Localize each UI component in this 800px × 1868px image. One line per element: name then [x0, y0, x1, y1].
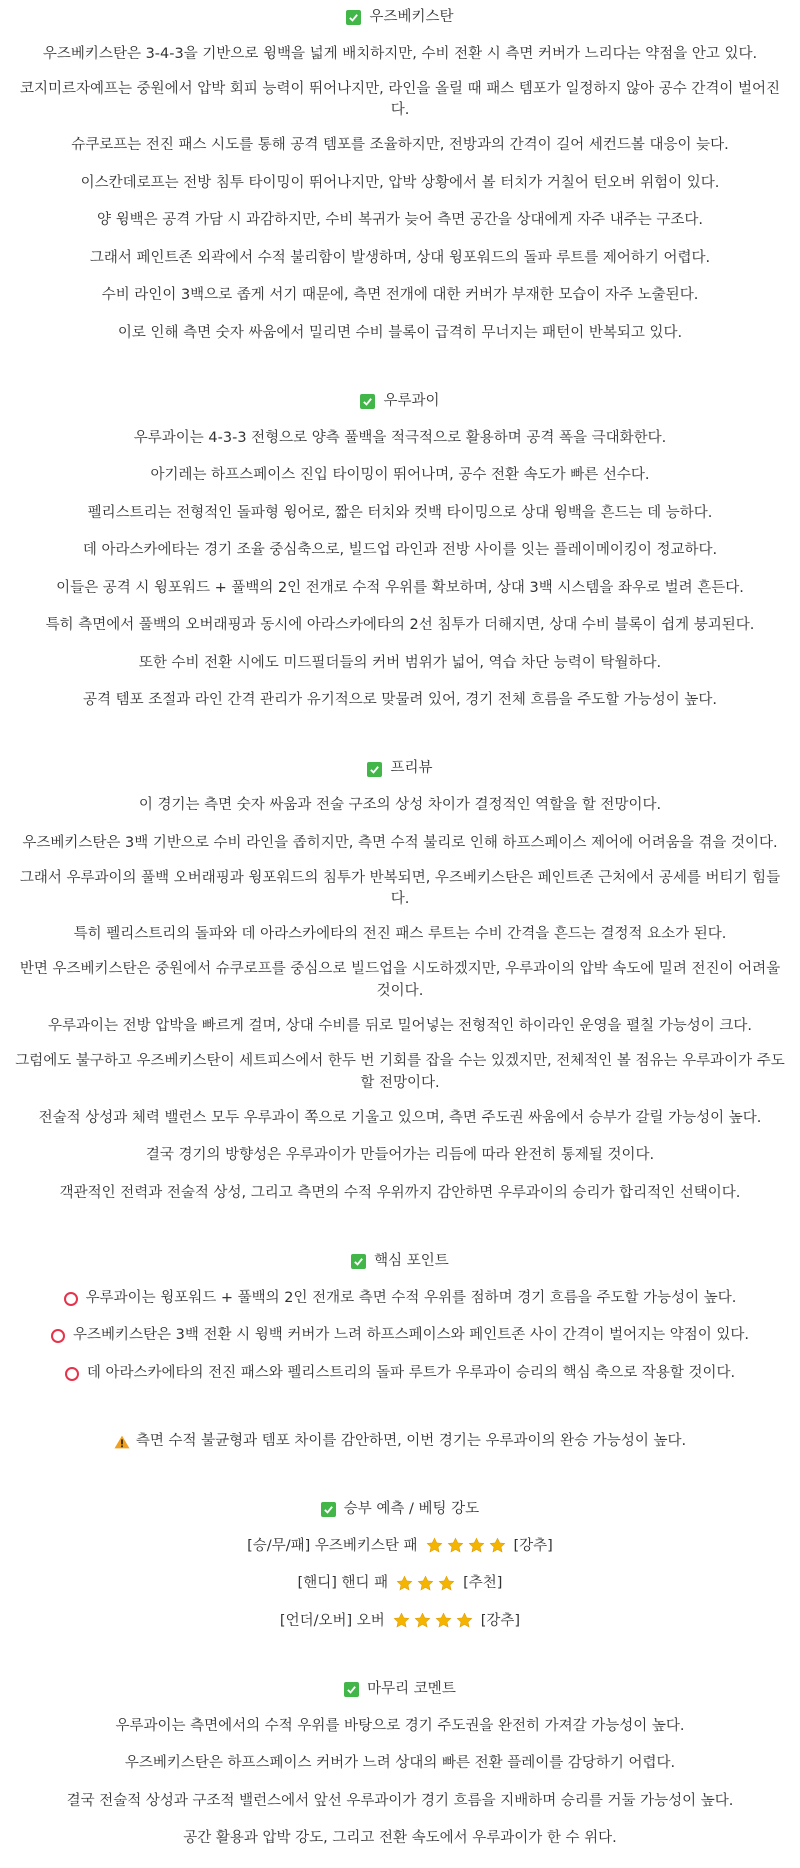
red-circle-icon: [51, 1329, 65, 1343]
paragraph: 그래서 페인트존 외곽에서 수적 불리함이 발생하며, 상대 윙포워드의 돌파 루트를 제어하기 어렵다.: [89, 249, 711, 266]
red-circle-icon: [64, 1292, 78, 1306]
paragraph: 이 경기는 측면 숫자 싸움과 전술 구조의 상성 차이가 결정적인 역할을 할 전망이다.: [138, 797, 662, 814]
key-point-item: 데 아라스카에타의 전진 패스와 펠리스트리의 돌파 루트가 우루과이 승리의 핵심 축으로 작용할 것이다.: [0, 1360, 800, 1387]
section-title: 우루과이: [383, 392, 440, 409]
section-heading: [0, 1676, 800, 1703]
section-title: 프리뷰: [390, 760, 433, 777]
section-prediction: [0, 1496, 800, 1635]
paragraph: 우루과이는 측면에서의 수적 우위를 바탕으로 경기 주도권을 완전히 가져갈 가능성이 높다.: [115, 1717, 685, 1734]
paragraph: 수비 라인이 3백으로 좁게 서기 때문에, 측면 전개에 대한 커버가 부재한 모습이 자주 노출된다.: [101, 287, 699, 304]
section-heading: [0, 388, 800, 415]
paragraph: 우즈베키스탄은 3백 기반으로 수비 라인을 좁히지만, 측면 수적 불리로 인해 하프스페이스 제어에 어려움을 겪을 것이다.: [22, 834, 778, 851]
check-mark-icon: [344, 1682, 359, 1697]
section-title: 핵심 포인트: [374, 1252, 449, 1269]
prediction-row: [0, 1533, 800, 1560]
star-icon: [396, 1575, 413, 1592]
betting-strength: [추천]: [463, 1575, 503, 1592]
section-title: 승부 예측 / 베팅 강도: [343, 1500, 480, 1517]
warning-note: 측면 수적 불균형과 템포 차이를 감안하면, 이번 경기는 우루과이의 완승 가능성이 높다.: [0, 1428, 800, 1455]
star-icon: [456, 1612, 473, 1629]
star-icon: [438, 1575, 455, 1592]
star-icon: [417, 1575, 434, 1592]
star-icon: [468, 1537, 485, 1554]
star-icon: [414, 1612, 431, 1629]
check-mark-icon: [367, 762, 382, 777]
paragraph: 전술적 상성과 체력 밸런스 모두 우루과이 쪽으로 기울고 있으며, 측면 주도권 싸움에서 승부가 갈릴 가능성이 높다.: [38, 1109, 762, 1126]
paragraph: 이스칸데로프는 전방 침투 타이밍이 뛰어나지만, 압박 상황에서 볼 터치가 거칠어 턴오버 위험이 있다.: [80, 174, 720, 191]
betting-strength: [강추]: [513, 1537, 553, 1554]
prediction-row: [0, 1608, 800, 1635]
paragraph: 이로 인해 측면 숫자 싸움에서 밀리면 수비 블록이 급격히 무너지는 패턴이 반복되고 있다.: [117, 324, 683, 341]
paragraph: 이들은 공격 시 윙포워드 + 풀백의 2인 전개로 수적 우위를 확보하며, 상대 3백 시스템을 좌우로 벌려 흔든다.: [56, 579, 744, 596]
section-uzbekistan: [0, 4, 800, 347]
paragraph: 공간 활용과 압박 강도, 그리고 전환 속도에서 우루과이가 한 수 위다.: [183, 1830, 617, 1847]
star-icon: [426, 1537, 443, 1554]
section-key-points: [0, 1248, 800, 1455]
prediction-row: [0, 1571, 800, 1598]
section-heading: [0, 1496, 800, 1523]
prediction-label: [핸디] 핸디 패: [297, 1575, 389, 1592]
paragraph: 또한 수비 전환 시에도 미드필더들의 커버 범위가 넓어, 역습 차단 능력이 탁월하다.: [138, 654, 662, 671]
star-rating: [394, 1573, 457, 1595]
paragraph: 슈쿠로프는 전진 패스 시도를 통해 공격 템포를 조율하지만, 전방과의 간격이 길어 세컨드볼 대응이 늦다.: [71, 137, 729, 154]
paragraph: 데 아라스카에타는 경기 조율 중심축으로, 빌드업 라인과 전방 사이를 잇는 플레이메이킹이 정교하다.: [82, 542, 718, 559]
paragraph: 우루과이는 4-3-3 전형으로 양측 풀백을 적극적으로 활용하며 공격 폭을 극대화한다.: [133, 429, 667, 446]
star-rating: [391, 1611, 475, 1633]
paragraph: 특히 펠리스트리의 돌파와 데 아라스카에타의 전진 패스 루트는 수비 간격을 흔드는 결정적 요소가 된다.: [73, 926, 727, 943]
check-mark-icon: [321, 1502, 336, 1517]
paragraph: 양 윙백은 공격 가담 시 과감하지만, 수비 복귀가 늦어 측면 공간을 상대에게 자주 내주는 구조다.: [96, 212, 703, 229]
key-point-item: 우루과이는 윙포워드 + 풀백의 2인 전개로 측면 수적 우위를 점하며 경기 흐름을 주도할 가능성이 높다.: [0, 1285, 800, 1312]
section-heading: [0, 4, 800, 31]
star-icon: [435, 1612, 452, 1629]
betting-strength: [강추]: [480, 1612, 521, 1629]
star-icon: [489, 1537, 506, 1554]
check-mark-icon: [351, 1254, 366, 1269]
prediction-label: [언더/오버] 오버: [279, 1612, 385, 1629]
paragraph: 공격 템포 조절과 라인 간격 관리가 유기적으로 맞물려 있어, 경기 전체 흐름을 주도할 가능성이 높다.: [82, 692, 718, 709]
paragraph: 우즈베키스탄은 하프스페이스 커버가 느려 상대의 빠른 전환 플레이를 감당하기 어렵다.: [124, 1755, 676, 1772]
check-mark-icon: [360, 394, 375, 409]
paragraph: 결국 경기의 방향성은 우루과이가 만들어가는 리듬에 따라 완전히 통제될 것이다.: [145, 1147, 655, 1164]
section-heading: [0, 1248, 800, 1275]
prediction-label: [승/무/패] 우즈베키스탄 패: [247, 1537, 418, 1554]
paragraph: 그래서 우루과이의 풀백 오버래핑과 윙포워드의 침투가 반복되면, 우즈베키스탄은 페인트존 근처에서 공세를 버티기 힘들다.: [19, 869, 781, 908]
paragraph: 결국 전술적 상성과 구조적 밸런스에서 앞선 우루과이가 경기 흐름을 지배하며 승리를 거둘 가능성이 높다.: [66, 1792, 734, 1809]
paragraph: 그럼에도 불구하고 우즈베키스탄이 세트피스에서 한두 번 기회를 잡을 수는 있겠지만, 전체적인 볼 점유는 우루과이가 주도할 전망이다.: [15, 1052, 785, 1091]
paragraph: 특히 측면에서 풀백의 오버래핑과 동시에 아라스카에타의 2선 침투가 더해지면, 상대 수비 블록이 쉽게 붕괴된다.: [45, 617, 755, 634]
red-circle-icon: [65, 1367, 79, 1381]
section-preview: [0, 756, 800, 1208]
warning-icon: [114, 1435, 130, 1449]
section-heading: [0, 756, 800, 783]
paragraph: 객관적인 전력과 전술적 상성, 그리고 측면의 수적 우위까지 감안하면 우루과이의 승리가 합리적인 선택이다.: [59, 1184, 741, 1201]
paragraph: 우루과이는 전방 압박을 빠르게 걸며, 상대 수비를 뒤로 밀어넣는 전형적인 하이라인 운영을 펼칠 가능성이 크다.: [47, 1017, 753, 1034]
section-title: 마무리 코멘트: [367, 1680, 456, 1697]
paragraph: 코지미르자예프는 중원에서 압박 회피 능력이 뛰어나지만, 라인을 올릴 때 패스 템포가 일정하지 않아 공수 간격이 벌어진다.: [19, 80, 781, 119]
paragraph: 반면 우즈베키스탄은 중원에서 슈쿠로프를 중심으로 빌드업을 시도하겠지만, 우루과이의 압박 속도에 밀려 전진이 어려울 것이다.: [19, 961, 781, 999]
paragraph: 아기레는 하프스페이스 진입 타이밍이 뛰어나며, 공수 전환 속도가 빠른 선수다.: [150, 467, 650, 484]
star-icon: [393, 1612, 410, 1629]
check-mark-icon: [346, 10, 361, 25]
key-point-item: 우즈베키스탄은 3백 전환 시 윙백 커버가 느려 하프스페이스와 페인트존 사이 간격이 벌어지는 약점이 있다.: [0, 1323, 800, 1350]
section-uruguay: [0, 388, 800, 715]
star-icon: [447, 1537, 464, 1554]
paragraph: 우즈베키스탄은 3-4-3을 기반으로 윙백을 넓게 배치하지만, 수비 전환 시 측면 커버가 느리다는 약점을 안고 있다.: [42, 45, 758, 62]
section-title: 우즈베키스탄: [369, 8, 454, 25]
star-rating: [424, 1536, 508, 1558]
paragraph: 펠리스트리는 전형적인 돌파형 윙어로, 짧은 터치와 컷백 타이밍으로 상대 윙백을 흔드는 데 능하다.: [87, 504, 713, 521]
section-closing: [0, 1676, 800, 1853]
